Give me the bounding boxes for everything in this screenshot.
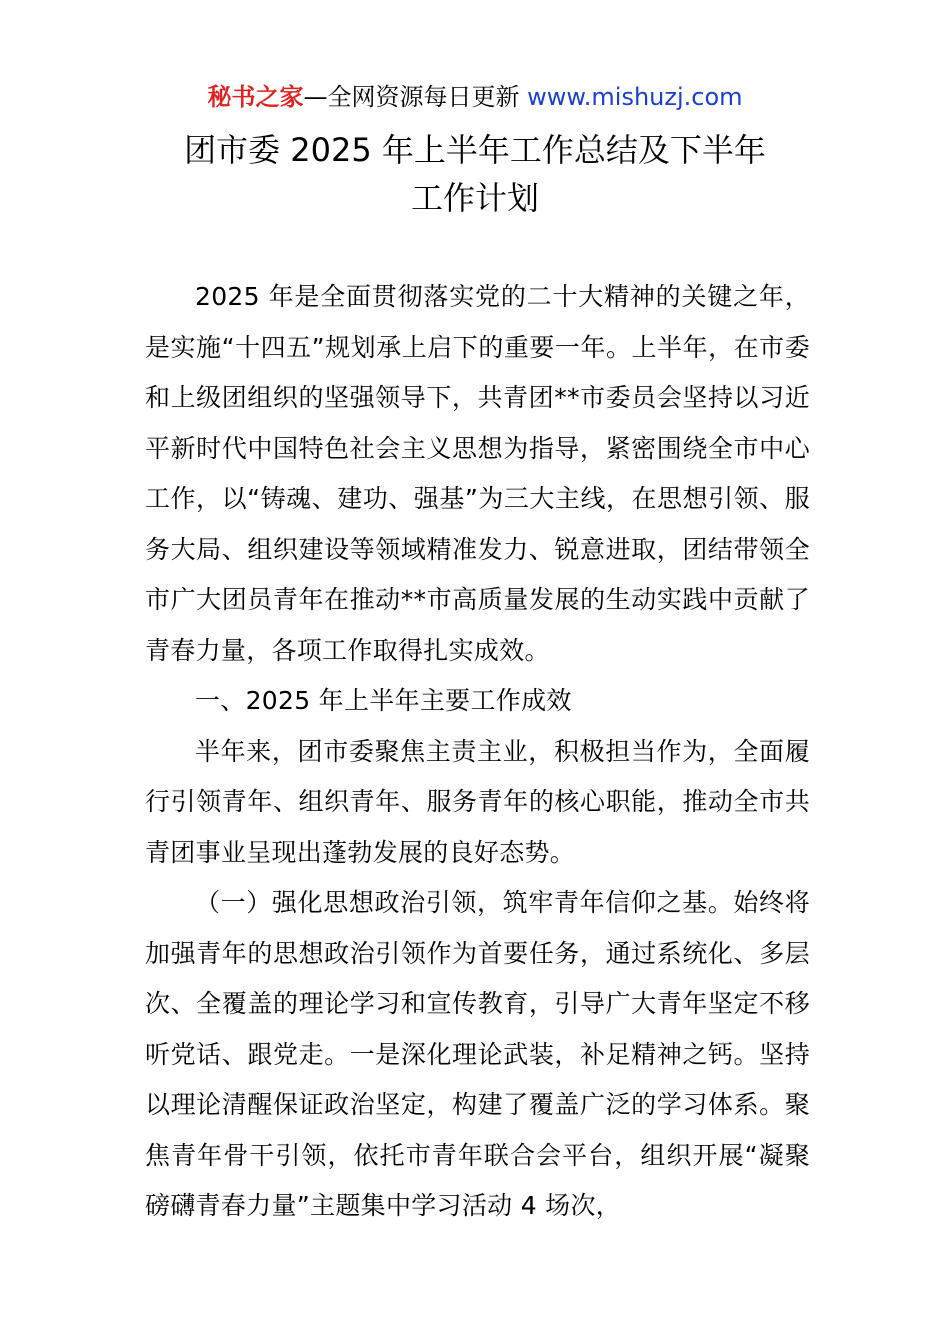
site-header [0, 80, 950, 114]
site-brand: 秘书之家 [207, 83, 304, 111]
section-heading: 一、2025 年上半年主要工作成效 [195, 686, 572, 715]
title-line-1: 团市委 2025 年上半年工作总结及下半年 [184, 131, 766, 169]
site-tagline: 全网资源每日更新 [327, 83, 520, 111]
title-line-2: 工作计划 [410, 179, 539, 217]
header-separator: — [303, 83, 328, 111]
paragraph-intro: 2025 年是全面贯彻落实党的二十大精神的关键之年，是实施“十四五”规划承上启下的重要一年。上半年，在市委和上级团组织的坚强领导下，共青团**市委员会坚持以习近平新时代中国特色社会主义思想为指导，紧密围绕全市中心工作，以“铸魂、建功、强基”为三大主线，在思想引领、服务大局、组织建设等领域精准发力、锐意进取，团结带领全市广大团员青年在推动**市高质量发展的生动实践中贡献了青春力量，各项工作取得扎实成效。 [145, 282, 810, 665]
site-url-link[interactable]: www.mishuzj.com [527, 83, 743, 111]
document-body [145, 272, 810, 1232]
document-title [0, 126, 950, 222]
paragraph-subsection-1: （一）强化思想政治引领，筑牢青年信仰之基。始终将加强青年的思想政治引领作为首要任务，通过系统化、多层次、全覆盖的理论学习和宣传教育，引导广大青年坚定不移听党话、跟党走。一是深化理论武装，补足精神之钙。坚持以理论清醒保证政治坚定，构建了覆盖广泛的学习体系。聚焦青年骨干引领，依托市青年联合会平台，组织开展“凝聚磅礴青春力量”主题集中学习活动 4 场次， [145, 888, 810, 1220]
paragraph-summary: 半年来，团市委聚焦主责主业，积极担当作为，全面履行引领青年、组织青年、服务青年的核心职能，推动全市共青团事业呈现出蓬勃发展的良好态势。 [145, 736, 810, 867]
